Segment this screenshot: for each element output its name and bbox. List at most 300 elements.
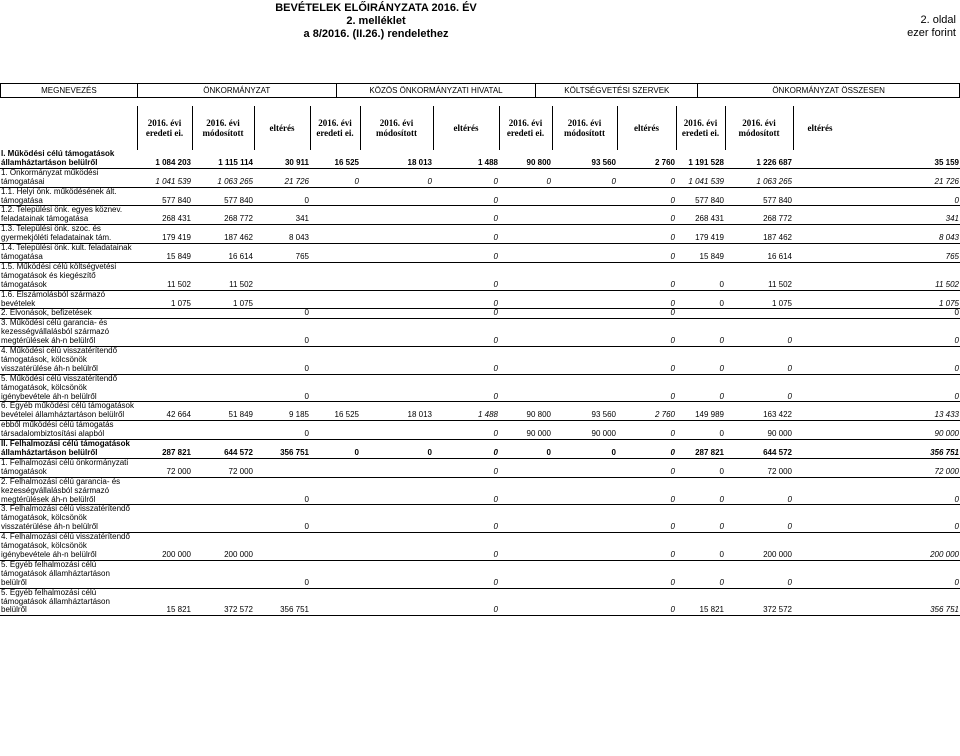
row-value: 0 — [725, 505, 793, 533]
col-header-eredeti: 2016. évi eredeti ei. — [676, 106, 725, 150]
row-value: 2 760 — [617, 402, 676, 421]
row-value: 268 431 — [137, 206, 192, 225]
table-row — [0, 477, 960, 505]
col-header-eredeti: 2016. évi eredeti ei. — [499, 106, 552, 150]
row-value: 0 — [725, 477, 793, 505]
row-value: 765 — [254, 244, 310, 263]
row-label: I. Működési célú támogatások államháztartáson belülről — [0, 150, 137, 168]
row-value: 1 075 — [192, 290, 254, 309]
row-value: 15 849 — [676, 244, 725, 263]
row-value: 0 — [617, 347, 676, 375]
row-value: 11 502 — [725, 262, 793, 290]
row-value: 90 800 — [499, 402, 552, 421]
row-value: 0 — [617, 560, 676, 588]
row-value: 35 159 — [793, 150, 960, 168]
row-value: 0 — [793, 187, 960, 206]
table-row — [0, 374, 960, 402]
row-value — [137, 374, 192, 402]
page-number: 2. oldal — [920, 14, 956, 26]
row-value — [499, 374, 552, 402]
page-info — [907, 14, 956, 40]
row-value — [499, 477, 552, 505]
row-value: 0 — [617, 168, 676, 187]
row-value: 0 — [676, 505, 725, 533]
row-value — [552, 505, 617, 533]
row-label: 1.2. Települési önk. egyes köznev. feladatainak támogatása — [0, 206, 137, 225]
row-value: 93 560 — [552, 402, 617, 421]
row-value — [552, 560, 617, 588]
row-value: 0 — [617, 458, 676, 477]
row-label: 1.1. Helyi önk. működésének ált. támogatása — [0, 187, 137, 206]
row-value: 1 075 — [793, 290, 960, 309]
row-value: 16 614 — [192, 244, 254, 263]
row-value: 0 — [617, 244, 676, 263]
row-value — [137, 421, 192, 440]
row-value: 0 — [433, 309, 499, 319]
row-value — [499, 244, 552, 263]
row-value — [360, 374, 433, 402]
group-osszesen: ÖNKORMÁNYZAT ÖSSZESEN — [698, 84, 960, 98]
row-value — [310, 533, 360, 561]
row-value: 16 525 — [310, 150, 360, 168]
row-value — [725, 309, 793, 319]
currency-unit: ezer forint — [907, 27, 956, 39]
title-line-3: a 8/2016. (II.26.) rendelethez — [303, 28, 449, 40]
row-value — [360, 458, 433, 477]
row-value — [254, 458, 310, 477]
table-row — [0, 150, 960, 168]
row-value: 0 — [360, 168, 433, 187]
row-value: 90 000 — [552, 421, 617, 440]
row-value — [137, 319, 192, 347]
row-value: 644 572 — [725, 440, 793, 459]
row-value: 8 043 — [793, 225, 960, 244]
row-value: 0 — [254, 374, 310, 402]
row-value: 0 — [617, 290, 676, 309]
row-value: 90 000 — [725, 421, 793, 440]
col-header-elteres: eltérés — [254, 106, 310, 150]
row-value: 0 — [617, 262, 676, 290]
row-value — [552, 533, 617, 561]
row-value: 0 — [793, 374, 960, 402]
row-value: 1 488 — [433, 150, 499, 168]
row-value: 0 — [676, 347, 725, 375]
row-value — [254, 262, 310, 290]
row-value — [552, 458, 617, 477]
row-value: 93 560 — [552, 150, 617, 168]
row-value — [310, 560, 360, 588]
row-label: 2. Elvonások, befizetések — [0, 309, 137, 319]
row-value — [499, 560, 552, 588]
table-row — [0, 187, 960, 206]
group-onkormanyzat: ÖNKORMÁNYZAT — [137, 84, 336, 98]
row-value — [310, 206, 360, 225]
row-value: 268 772 — [725, 206, 793, 225]
row-value: 200 000 — [192, 533, 254, 561]
row-value: 42 664 — [137, 402, 192, 421]
row-value: 1 075 — [137, 290, 192, 309]
row-value: 2 760 — [617, 150, 676, 168]
row-value: 0 — [254, 505, 310, 533]
table-row — [0, 206, 960, 225]
table-row — [0, 262, 960, 290]
row-value: 1 041 539 — [676, 168, 725, 187]
row-value: 356 751 — [254, 588, 310, 616]
row-value: 0 — [433, 505, 499, 533]
col-header-modositott: 2016. évi módosított — [725, 106, 793, 150]
row-value — [360, 533, 433, 561]
row-value: 0 — [617, 187, 676, 206]
row-value — [310, 290, 360, 309]
row-value: 187 462 — [725, 225, 793, 244]
row-value — [137, 347, 192, 375]
row-label: 1. Felhalmozási célú önkormányzati támogatások — [0, 458, 137, 477]
row-value: 72 000 — [793, 458, 960, 477]
row-value — [310, 244, 360, 263]
row-value: 163 422 — [725, 402, 793, 421]
row-value: 90 000 — [793, 421, 960, 440]
row-value: 187 462 — [192, 225, 254, 244]
row-value: 30 911 — [254, 150, 310, 168]
row-label: ebből működési célú támogatás társadalombiztosítási alapból — [0, 421, 137, 440]
row-value: 0 — [433, 187, 499, 206]
row-value: 0 — [433, 560, 499, 588]
row-value: 0 — [725, 560, 793, 588]
table-row — [0, 309, 960, 319]
row-value — [552, 477, 617, 505]
row-value: 0 — [433, 374, 499, 402]
row-value — [360, 421, 433, 440]
row-value — [137, 477, 192, 505]
row-value — [552, 225, 617, 244]
row-value — [499, 505, 552, 533]
row-value: 765 — [793, 244, 960, 263]
row-value: 0 — [676, 290, 725, 309]
group-megnevezes: MEGNEVEZÉS — [1, 84, 138, 98]
row-value — [310, 347, 360, 375]
row-value: 268 431 — [676, 206, 725, 225]
row-value — [360, 505, 433, 533]
table-row — [0, 168, 960, 187]
row-value: 72 000 — [725, 458, 793, 477]
table-row — [0, 421, 960, 440]
row-label: 1.6. Elszámolásból származó bevételek — [0, 290, 137, 309]
row-value: 577 840 — [137, 187, 192, 206]
row-value: 1 115 114 — [192, 150, 254, 168]
row-value: 0 — [676, 560, 725, 588]
row-value: 0 — [254, 421, 310, 440]
row-value: 16 614 — [725, 244, 793, 263]
row-value: 0 — [725, 319, 793, 347]
row-value — [499, 319, 552, 347]
row-value — [360, 588, 433, 616]
col-header-modositott: 2016. évi módosított — [192, 106, 254, 150]
row-value — [499, 347, 552, 375]
row-value: 200 000 — [725, 533, 793, 561]
row-value — [499, 533, 552, 561]
row-value: 72 000 — [137, 458, 192, 477]
row-value: 15 821 — [676, 588, 725, 616]
row-value: 0 — [499, 440, 552, 459]
row-value: 0 — [793, 309, 960, 319]
col-header-modositott: 2016. évi módosított — [552, 106, 617, 150]
row-value: 0 — [433, 168, 499, 187]
row-value — [499, 458, 552, 477]
row-value: 287 821 — [676, 440, 725, 459]
row-value: 16 525 — [310, 402, 360, 421]
row-value: 1 075 — [725, 290, 793, 309]
table-row — [0, 225, 960, 244]
table-row — [0, 347, 960, 375]
row-value — [310, 374, 360, 402]
row-value — [499, 309, 552, 319]
row-value: 356 751 — [793, 588, 960, 616]
row-value: 0 — [310, 440, 360, 459]
row-label: 1.4. Települési önk. kult. feladatainak támogatása — [0, 244, 137, 263]
row-value — [499, 262, 552, 290]
row-value — [360, 560, 433, 588]
table-row — [0, 588, 960, 616]
row-value: 18 013 — [360, 402, 433, 421]
row-value — [192, 319, 254, 347]
row-label: II. Felhalmozási célú támogatások államháztartáson belülről — [0, 440, 137, 459]
row-value: 0 — [254, 309, 310, 319]
row-value: 0 — [433, 262, 499, 290]
row-value: 0 — [617, 505, 676, 533]
row-value: 372 572 — [192, 588, 254, 616]
row-value — [360, 187, 433, 206]
row-value — [192, 374, 254, 402]
row-value: 0 — [552, 440, 617, 459]
row-label: 5. Egyéb felhalmozási célú támogatások államháztartáson belülről — [0, 560, 137, 588]
col-header-eredeti: 2016. évi eredeti ei. — [137, 106, 192, 150]
row-value — [310, 458, 360, 477]
row-value: 0 — [254, 319, 310, 347]
table-row — [0, 505, 960, 533]
row-value — [552, 319, 617, 347]
row-value: 1 191 528 — [676, 150, 725, 168]
table-row — [0, 560, 960, 588]
row-value: 0 — [676, 421, 725, 440]
row-value — [137, 560, 192, 588]
col-header-eredeti: 2016. évi eredeti ei. — [310, 106, 360, 150]
row-value: 11 502 — [137, 262, 192, 290]
row-value — [499, 588, 552, 616]
row-value: 15 821 — [137, 588, 192, 616]
row-label: 2. Felhalmozási célú garancia- és kezességvállalásból származó megtérülések áh-n belülről — [0, 477, 137, 505]
row-label: 6. Egyéb működési célú támogatások bevételei államháztartáson belülről — [0, 402, 137, 421]
row-value: 356 751 — [793, 440, 960, 459]
row-value: 0 — [793, 560, 960, 588]
row-value: 8 043 — [254, 225, 310, 244]
row-value — [310, 225, 360, 244]
row-value: 0 — [793, 505, 960, 533]
row-value — [137, 505, 192, 533]
row-value — [192, 347, 254, 375]
row-value: 0 — [433, 458, 499, 477]
document-title — [256, 2, 496, 41]
row-value — [310, 319, 360, 347]
row-value: 0 — [433, 290, 499, 309]
row-label: 3. Felhalmozási célú visszatérítendő támogatások, kölcsönök visszatérülése áh-n belülről — [0, 505, 137, 533]
row-value: 1 063 265 — [192, 168, 254, 187]
row-value: 0 — [433, 206, 499, 225]
row-value: 11 502 — [192, 262, 254, 290]
row-value: 0 — [254, 187, 310, 206]
row-value: 72 000 — [192, 458, 254, 477]
table-row — [0, 533, 960, 561]
title-line-1: BEVÉTELEK ELŐIRÁNYZATA 2016. ÉV — [275, 2, 477, 14]
row-value: 0 — [793, 347, 960, 375]
row-value: 179 419 — [676, 225, 725, 244]
row-value — [137, 309, 192, 319]
row-value: 0 — [433, 477, 499, 505]
row-value: 200 000 — [137, 533, 192, 561]
revenue-table — [0, 106, 960, 616]
row-value — [360, 244, 433, 263]
row-value: 11 502 — [793, 262, 960, 290]
row-value: 0 — [617, 225, 676, 244]
col-header-modositott: 2016. évi módosított — [360, 106, 433, 150]
row-value: 0 — [617, 206, 676, 225]
row-value: 0 — [676, 262, 725, 290]
row-value — [192, 421, 254, 440]
row-value: 200 000 — [793, 533, 960, 561]
row-value — [310, 477, 360, 505]
row-value: 0 — [433, 225, 499, 244]
row-value: 577 840 — [725, 187, 793, 206]
col-header-elteres: eltérés — [793, 106, 960, 150]
row-value: 341 — [254, 206, 310, 225]
row-value — [360, 225, 433, 244]
row-value: 0 — [499, 168, 552, 187]
row-value — [254, 533, 310, 561]
row-value: 0 — [793, 319, 960, 347]
row-value — [552, 206, 617, 225]
col-header-label — [0, 106, 137, 150]
row-value — [360, 290, 433, 309]
row-value: 179 419 — [137, 225, 192, 244]
row-label: 4. Működési célú visszatérítendő támogatások, kölcsönök visszatérülése áh-n belülről — [0, 347, 137, 375]
row-value: 268 772 — [192, 206, 254, 225]
row-value — [192, 477, 254, 505]
row-value — [552, 187, 617, 206]
row-value: 21 726 — [254, 168, 310, 187]
row-value: 0 — [617, 421, 676, 440]
row-value: 0 — [433, 421, 499, 440]
row-value: 0 — [676, 319, 725, 347]
row-value: 18 013 — [360, 150, 433, 168]
row-value: 1 063 265 — [725, 168, 793, 187]
row-value — [310, 187, 360, 206]
row-value: 0 — [676, 458, 725, 477]
row-value — [254, 290, 310, 309]
row-label: 1.5. Működési célú költségvetési támogatások és kiegészítő támogatások — [0, 262, 137, 290]
table-row — [0, 440, 960, 459]
row-label: 5. Egyéb felhalmozási célú támogatások államháztartáson belülről — [0, 588, 137, 616]
row-value: 0 — [617, 309, 676, 319]
row-value: 0 — [676, 533, 725, 561]
table-row — [0, 244, 960, 263]
row-label: 4. Felhalmozási célú visszatérítendő támogatások, kölcsönök igénybevétele áh-n belülről — [0, 533, 137, 561]
row-value: 0 — [617, 533, 676, 561]
row-value — [676, 309, 725, 319]
row-value: 0 — [254, 477, 310, 505]
row-value: 0 — [310, 168, 360, 187]
row-value: 577 840 — [192, 187, 254, 206]
title-line-2: 2. melléklet — [346, 15, 406, 27]
row-value: 0 — [433, 347, 499, 375]
row-value: 0 — [617, 374, 676, 402]
row-value: 90 800 — [499, 150, 552, 168]
row-value — [310, 309, 360, 319]
row-value — [552, 347, 617, 375]
table-row — [0, 290, 960, 309]
row-value: 0 — [433, 588, 499, 616]
row-value: 90 000 — [499, 421, 552, 440]
col-header-elteres: eltérés — [433, 106, 499, 150]
row-value: 0 — [676, 477, 725, 505]
row-value — [552, 244, 617, 263]
row-value: 0 — [617, 440, 676, 459]
row-label: 5. Működési célú visszatérítendő támogatások, kölcsönök igénybevétele áh-n belülről — [0, 374, 137, 402]
row-value — [310, 262, 360, 290]
row-value: 0 — [433, 244, 499, 263]
row-value — [360, 309, 433, 319]
row-value: 0 — [254, 560, 310, 588]
row-value — [360, 262, 433, 290]
row-value — [310, 588, 360, 616]
row-value: 0 — [725, 374, 793, 402]
row-value — [552, 374, 617, 402]
row-value: 0 — [360, 440, 433, 459]
row-label: 1. Önkormányzat működési támogatásai — [0, 168, 137, 187]
row-value: 0 — [254, 347, 310, 375]
row-value: 149 989 — [676, 402, 725, 421]
row-value — [360, 347, 433, 375]
row-value — [192, 309, 254, 319]
row-value: 0 — [793, 477, 960, 505]
row-value — [360, 319, 433, 347]
row-value — [360, 206, 433, 225]
row-value: 15 849 — [137, 244, 192, 263]
row-value: 9 185 — [254, 402, 310, 421]
row-value: 21 726 — [793, 168, 960, 187]
row-value — [310, 421, 360, 440]
group-koltsegvetesi-szervek: KÖLTSÉGVETÉSI SZERVEK — [536, 84, 698, 98]
row-value — [499, 206, 552, 225]
row-value: 1 488 — [433, 402, 499, 421]
row-value — [192, 505, 254, 533]
row-value: 1 041 539 — [137, 168, 192, 187]
row-value: 0 — [552, 168, 617, 187]
row-value: 13 433 — [793, 402, 960, 421]
row-label: 3. Működési célú garancia- és kezességvállalásból származó megtérülések áh-n belülről — [0, 319, 137, 347]
row-value — [310, 505, 360, 533]
row-value: 0 — [617, 477, 676, 505]
row-value — [552, 262, 617, 290]
row-value: 356 751 — [254, 440, 310, 459]
group-header-table — [0, 83, 960, 98]
row-label: 1.3. Települési önk. szoc. és gyermekjóléti feladatainak tám. — [0, 225, 137, 244]
row-value — [499, 290, 552, 309]
row-value: 1 226 687 — [725, 150, 793, 168]
row-value — [552, 309, 617, 319]
row-value: 341 — [793, 206, 960, 225]
row-value: 0 — [433, 440, 499, 459]
column-header-row — [0, 106, 960, 150]
row-value — [499, 225, 552, 244]
